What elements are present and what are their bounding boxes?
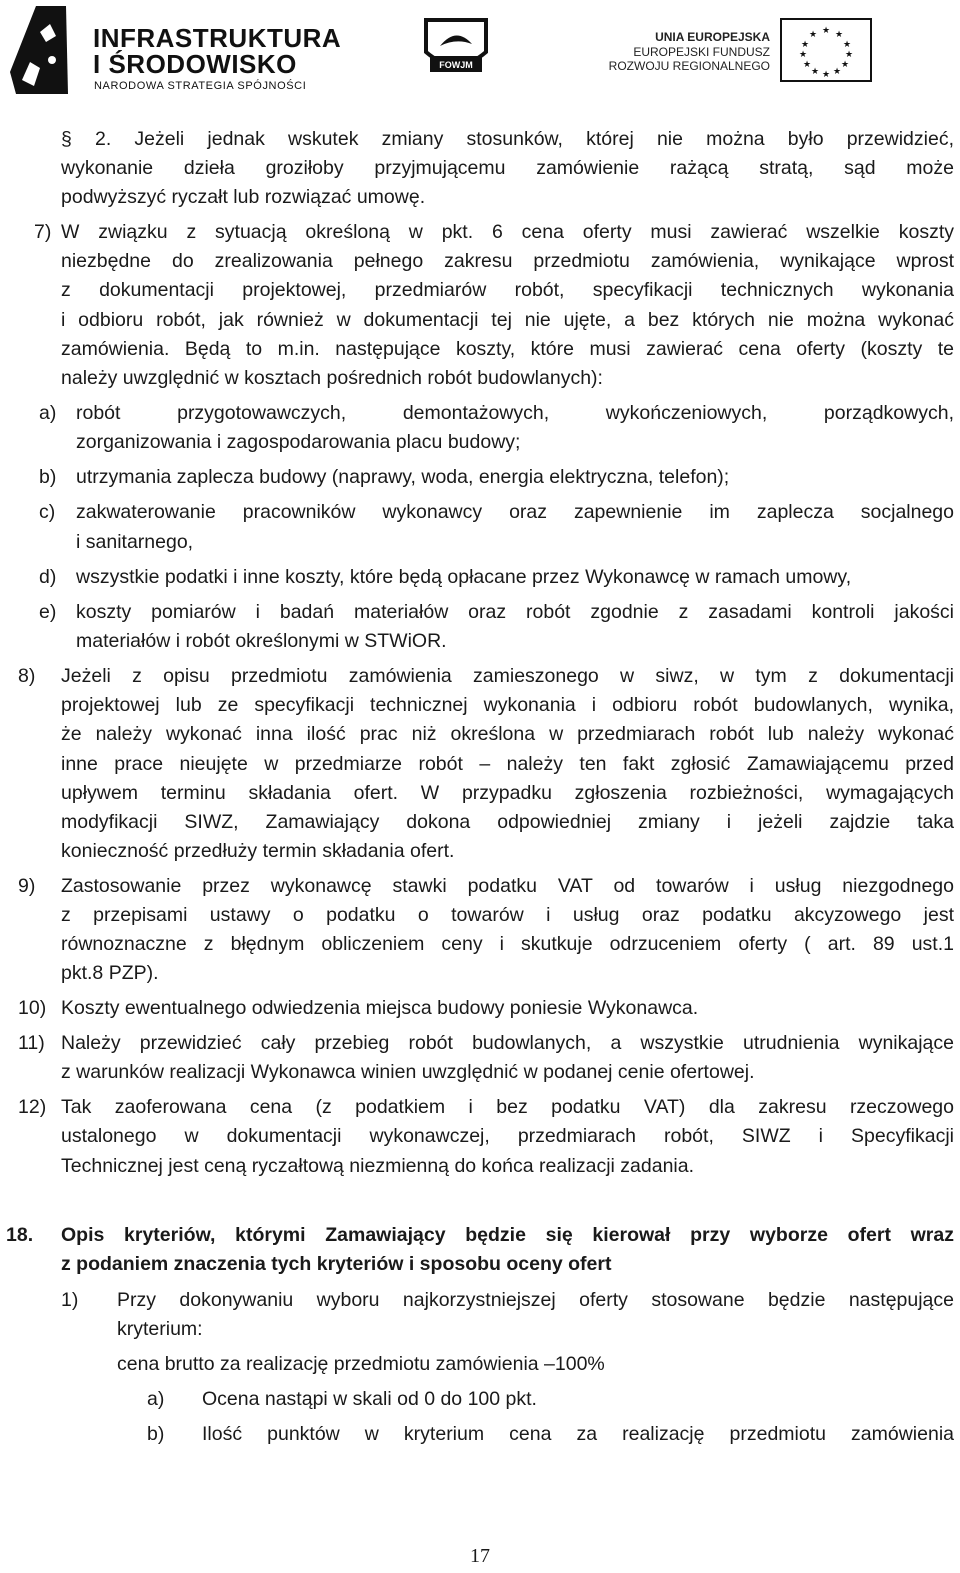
sublist-item-line: zakwaterowanie pracowników wykonawcy oraz zapewnienie im zaplecza socjalnego — [76, 501, 954, 523]
list-item-line: Przy dokonywaniu wyboru najkorzystniejszej oferty stosowane będzie następujące — [117, 1289, 954, 1311]
list-item-line: inne prace nieujęte w przedmiarze robót – należy ten fakt zgłosić Zamawiającemu przed — [61, 753, 954, 775]
list-item-line: projektowej lub ze specyfikacji technicznej wykonania i odbioru robót budowlanych, wynika, — [61, 694, 954, 716]
svg-text:★: ★ — [802, 59, 812, 69]
list-number: 7) — [34, 221, 52, 243]
list-item-line: z przepisami ustawy o podatku o towarów i usług oraz podatku akcyzowego jest — [61, 904, 954, 926]
brand-title-line2: I ŚRODOWISKO — [93, 49, 297, 79]
svg-text:★: ★ — [840, 59, 850, 69]
sublist-letter: e) — [39, 601, 57, 623]
list-item-line: Technicznej jest ceną ryczałtową niezmienną do końca realizacji zadania. — [61, 1155, 695, 1177]
sublist-letter: a) — [147, 1388, 165, 1410]
page-number: 17 — [470, 1545, 490, 1567]
sublist-item-line: zorganizowania i zagospodarowania placu budowy; — [76, 431, 521, 453]
svg-text:★: ★ — [821, 25, 831, 35]
svg-text:★: ★ — [834, 29, 844, 39]
sublist-letter: c) — [39, 501, 56, 523]
svg-text:★: ★ — [808, 29, 818, 39]
list-item-line: Jeżeli z opisu przedmiotu zamówienia zamieszonego w siwz, w tym z dokumentacji — [61, 665, 954, 687]
sublist-letter: b) — [147, 1423, 165, 1445]
sublist-letter: b) — [39, 466, 57, 488]
list-item-line: Koszty ewentualnego odwiedzenia miejsca budowy poniesie Wykonawca. — [61, 997, 699, 1019]
sublist-letter: d) — [39, 566, 57, 588]
svg-text:★: ★ — [844, 49, 854, 59]
list-item-line: i odbioru robót, jak również w dokumentacji tej nie ujęte, a bez których nie można wykonać — [61, 309, 954, 331]
list-item-line: upływem terminu składania ofert. W przypadku zgłoszenia rozbieżności, wymagających — [61, 782, 954, 804]
eu-flag-icon — [780, 18, 872, 82]
list-item-line: kryterium: — [117, 1318, 203, 1340]
infrastruktura-logo-icon — [6, 2, 72, 98]
list-number: 12) — [18, 1096, 47, 1118]
eu-line3: ROZWOJU REGIONALNEGO — [608, 59, 770, 73]
sublist-item-line: Ilość punktów w kryterium cena za realizację przedmiotu zamówienia — [202, 1423, 954, 1445]
criterion-text: cena brutto za realizację przedmiotu zamówienia –100% — [117, 1353, 605, 1375]
para-line: wykonanie dzieła groziłoby przyjmującemu zamówienie rażącą stratą, sąd może — [61, 157, 954, 179]
list-item-line: z warunków realizacji Wykonawca winien uwzględnić w podanej cenie ofertowej. — [61, 1061, 755, 1083]
list-item-line: Należy przewidzieć cały przebieg robót budowlanych, a wszystkie utrudnienia wynikające — [61, 1032, 954, 1054]
svg-text:★: ★ — [821, 69, 831, 79]
list-item-line: konieczność przedłuży termin składania ofert. — [61, 840, 455, 862]
sublist-letter: a) — [39, 402, 57, 424]
para-line: podwyższyć ryczałt lub rozwiązać umowę. — [61, 186, 426, 208]
para-line: § 2. Jeżeli jednak wskutek zmiany stosunków, której nie można było przewidzieć, — [61, 128, 954, 150]
sublist-item-line: materiałów i robót określonymi w STWiOR. — [76, 630, 447, 652]
list-number: 1) — [61, 1289, 79, 1311]
list-item-line: równoznaczne z błędnym obliczeniem ceny i skutkuje odrzuceniem oferty ( art. 89 ust.1 — [61, 933, 954, 955]
list-number: 8) — [18, 665, 36, 687]
eu-line1: UNIA EUROPEJSKA — [655, 30, 770, 44]
list-item-line: ustalonego w dokumentacji wykonawczej, przedmiarach robót, SIWZ i Specyfikacji — [61, 1125, 954, 1147]
list-item-line: Zastosowanie przez wykonawcę stawki podatku VAT od towarów i usług niezgodnego — [61, 875, 954, 897]
list-item-line: z dokumentacji projektowej, przedmiarów robót, specyfikacji technicznych wykonania — [61, 279, 954, 301]
eu-stars-icon — [782, 20, 870, 80]
page-header — [0, 0, 960, 105]
list-item-line: niezbędne do zrealizowania pełnego zakresu przedmiotu zamówienia, wynikające wprost — [61, 250, 954, 272]
eu-line2: EUROPEJSKI FUNDUSZ — [633, 45, 770, 59]
svg-text:★: ★ — [798, 49, 808, 59]
list-number: 10) — [18, 997, 47, 1019]
list-item-line: W związku z sytuacją określoną w pkt. 6 cena oferty musi zawierać wszelkie koszty — [61, 221, 954, 243]
list-item-line: modyfikacji SIWZ, Zamawiający dokona odpowiedniej zmiany i jeżeli zajdzie taka — [61, 811, 954, 833]
brand-subtitle: NARODOWA STRATEGIA SPÓJNOŚCI — [94, 80, 307, 92]
sublist-item-line: wszystkie podatki i inne koszty, które będą opłacane przez Wykonawcę w ramach umowy, — [76, 566, 852, 588]
sublist-item-line: Ocena nastąpi w skali od 0 do 100 pkt. — [202, 1388, 537, 1410]
list-item-line: pkt.8 PZP). — [61, 962, 159, 984]
svg-text:★: ★ — [832, 66, 842, 76]
sublist-item-line: koszty pomiarów i badań materiałów oraz robót zgodnie z zasadami kontroli jakości — [76, 601, 954, 623]
sublist-item-line: robót przygotowawczych, demontażowych, wykończeniowych, porządkowych, — [76, 402, 954, 424]
section-number: 18. — [6, 1224, 34, 1246]
list-number: 9) — [18, 875, 36, 897]
sublist-item-line: i sanitarnego, — [76, 531, 194, 553]
svg-text:★: ★ — [800, 39, 810, 49]
list-item-line: że należy wykonać inna ilość prac niż określona w przedmiarach robót lub należy wykonać — [61, 723, 954, 745]
brand-title-line1: INFRASTRUKTURA — [93, 23, 342, 53]
section-heading-line: Opis kryteriów, którymi Zamawiający będzie się kierował przy wyborze ofert wraz — [61, 1224, 954, 1246]
section-heading-line: z podaniem znaczenia tych kryteriów i sposobu oceny ofert — [61, 1253, 612, 1275]
list-number: 11) — [18, 1032, 45, 1054]
list-item-line: należy uwzględnić w kosztach pośrednich robót budowlanych): — [61, 367, 603, 389]
svg-text:★: ★ — [842, 39, 852, 49]
list-item-line: Tak zaoferowana cena (z podatkiem i bez podatku VAT) dla zakresu rzeczowego — [61, 1096, 954, 1118]
svg-text:★: ★ — [810, 66, 820, 76]
list-item-line: zamówienia. Będą to m.in. następujące koszty, które musi zawierać cena oferty (koszty te — [61, 338, 954, 360]
fowjm-logo-text: FOWJM — [439, 60, 473, 70]
sublist-item-line: utrzymania zaplecza budowy (naprawy, woda, energia elektryczna, telefon); — [76, 466, 730, 488]
fowjm-logo-icon — [420, 16, 492, 78]
